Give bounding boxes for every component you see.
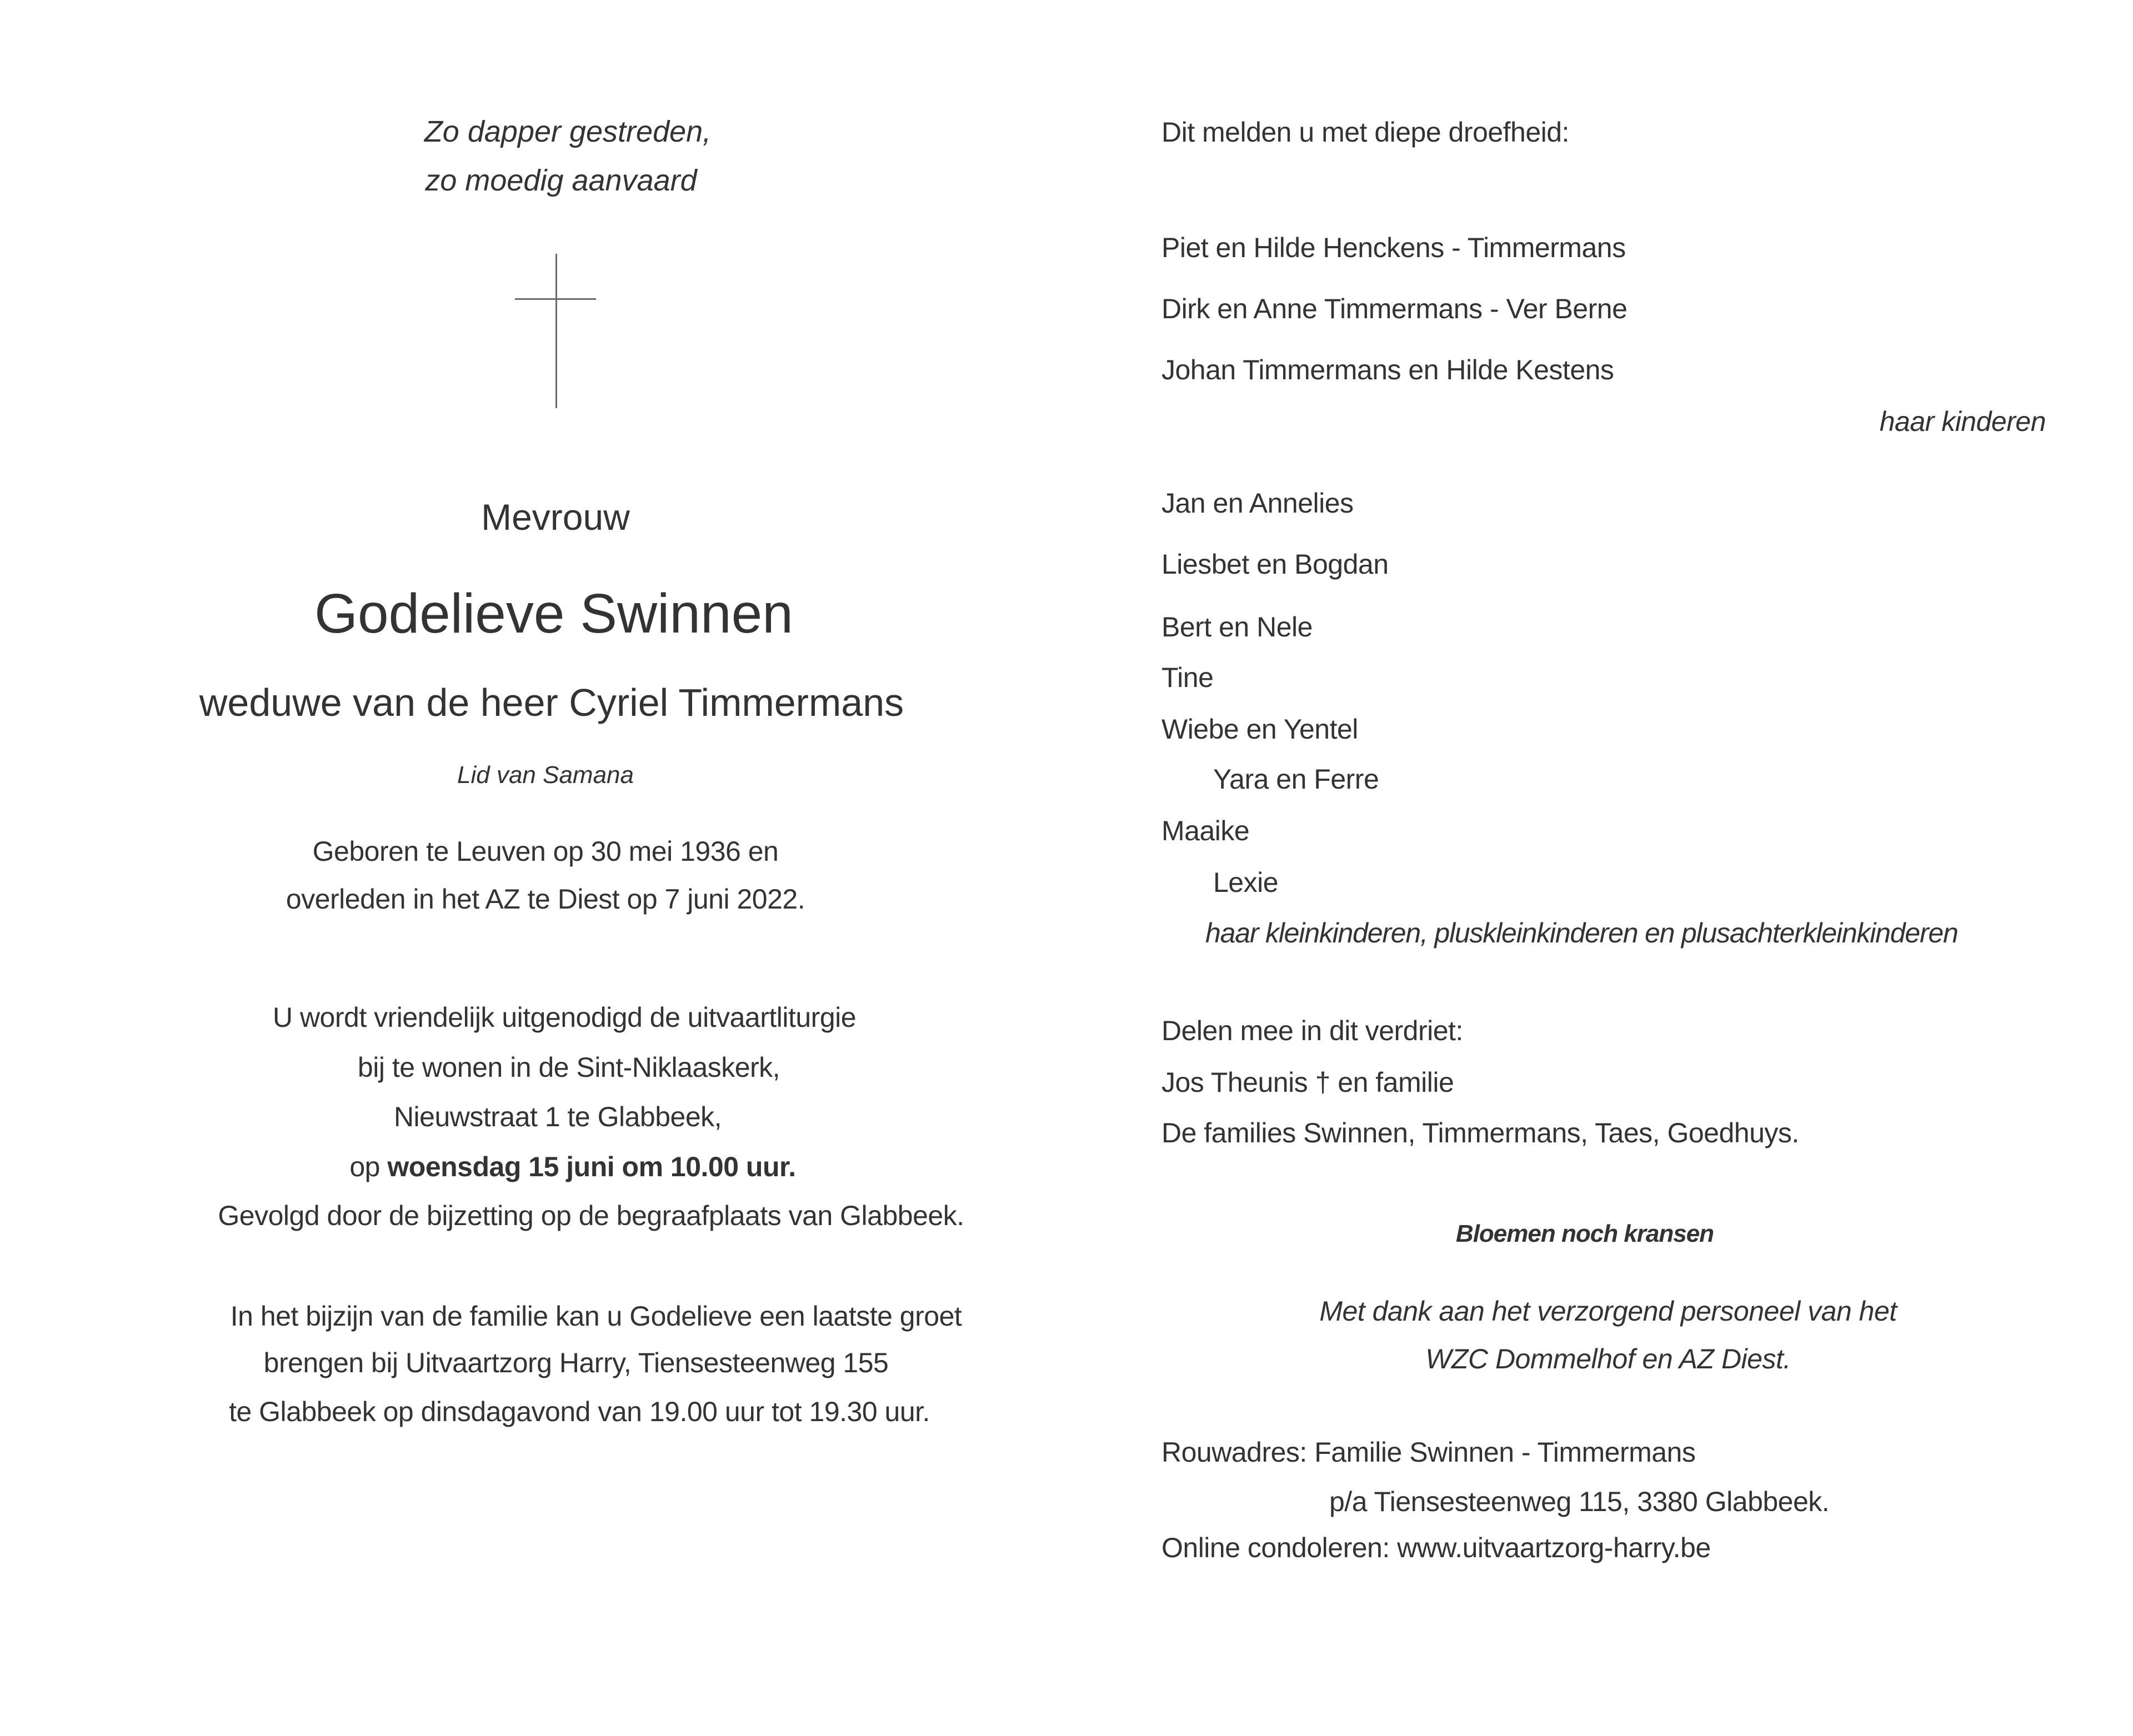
invitation-line-5: Gevolgd door de bijzetting op de begraafplaats van Glabbeek. bbox=[218, 1200, 964, 1231]
grandchild-item: Bert en Nele bbox=[1161, 611, 1313, 643]
invitation-line-4 bbox=[349, 1153, 795, 1181]
sharing-item: De families Swinnen, Timmermans, Taes, Goedhuys. bbox=[1161, 1117, 1799, 1148]
invitation-line-1: U wordt vriendelijk uitgenodigd de uitvaartliturgie bbox=[272, 1002, 857, 1033]
visitation-line-1: In het bijzijn van de familie kan u Godelieve een laatste groet bbox=[230, 1301, 962, 1332]
poem-line-2: zo moedig aanvaard bbox=[425, 164, 697, 197]
thanks-line-1: Met dank aan het verzorgend personeel van het bbox=[1319, 1296, 1897, 1327]
grandchildren-label: haar kleinkinderen, pluskleinkinderen en plusachterkleinkinderen bbox=[1205, 917, 1958, 949]
great-grandchild-item: Yara en Ferre bbox=[1213, 764, 1379, 795]
child-item: Johan Timmermans en Hilde Kestens bbox=[1161, 354, 1614, 385]
funeral-datetime: woensdag 15 juni om 10.00 uur. bbox=[387, 1151, 796, 1182]
grandchild-item: Tine bbox=[1161, 662, 1214, 693]
invitation-line-2: bij te wonen in de Sint-Niklaaskerk, bbox=[357, 1052, 780, 1083]
honorific: Mevrouw bbox=[481, 496, 630, 538]
grandchild-item: Maaike bbox=[1161, 815, 1250, 846]
invitation-prefix: op bbox=[349, 1151, 388, 1182]
birth-line: Geboren te Leuven op 30 mei 1936 en bbox=[312, 836, 779, 867]
child-item: Piet en Hilde Henckens - Timmermans bbox=[1161, 232, 1626, 263]
visitation-line-3: te Glabbeek op dinsdagavond van 19.00 uur tot 19.30 uur. bbox=[229, 1396, 930, 1427]
deceased-name: Godelieve Swinnen bbox=[314, 583, 793, 645]
mourning-address-street: p/a Tiensesteenweg 115, 3380 Glabbeek. bbox=[1329, 1486, 1830, 1517]
visitation-line-2: brengen bij Uitvaartzorg Harry, Tiensesteenweg 155 bbox=[263, 1347, 889, 1378]
thanks-line-2: WZC Dommelhof en AZ Diest. bbox=[1425, 1343, 1791, 1374]
invitation-line-3: Nieuwstraat 1 te Glabbeek, bbox=[393, 1101, 722, 1132]
online-condolences: Online condoleren: www.uitvaartzorg-harry.be bbox=[1161, 1532, 1711, 1563]
announcement-intro: Dit melden u met diepe droefheid: bbox=[1161, 117, 1569, 148]
grandchild-item: Wiebe en Yentel bbox=[1161, 714, 1358, 745]
child-item: Dirk en Anne Timmermans - Ver Berne bbox=[1161, 293, 1628, 324]
flowers-note: Bloemen noch kransen bbox=[1455, 1220, 1714, 1247]
death-line: overleden in het AZ te Diest op 7 juni 2022. bbox=[286, 884, 805, 915]
mourning-address: Rouwadres: Familie Swinnen - Timmermans bbox=[1161, 1437, 1696, 1468]
sharing-item: Jos Theunis † en familie bbox=[1161, 1067, 1454, 1098]
membership: Lid van Samana bbox=[457, 761, 634, 789]
children-label: haar kinderen bbox=[1879, 406, 2046, 437]
widow-of: weduwe van de heer Cyriel Timmermans bbox=[199, 681, 904, 724]
great-grandchild-item: Lexie bbox=[1213, 867, 1279, 898]
grandchild-item: Jan en Annelies bbox=[1161, 488, 1354, 519]
poem-line-1: Zo dapper gestreden, bbox=[424, 115, 712, 148]
grandchild-item: Liesbet en Bogdan bbox=[1161, 549, 1389, 580]
sharing-intro: Delen mee in dit verdriet: bbox=[1161, 1015, 1463, 1046]
